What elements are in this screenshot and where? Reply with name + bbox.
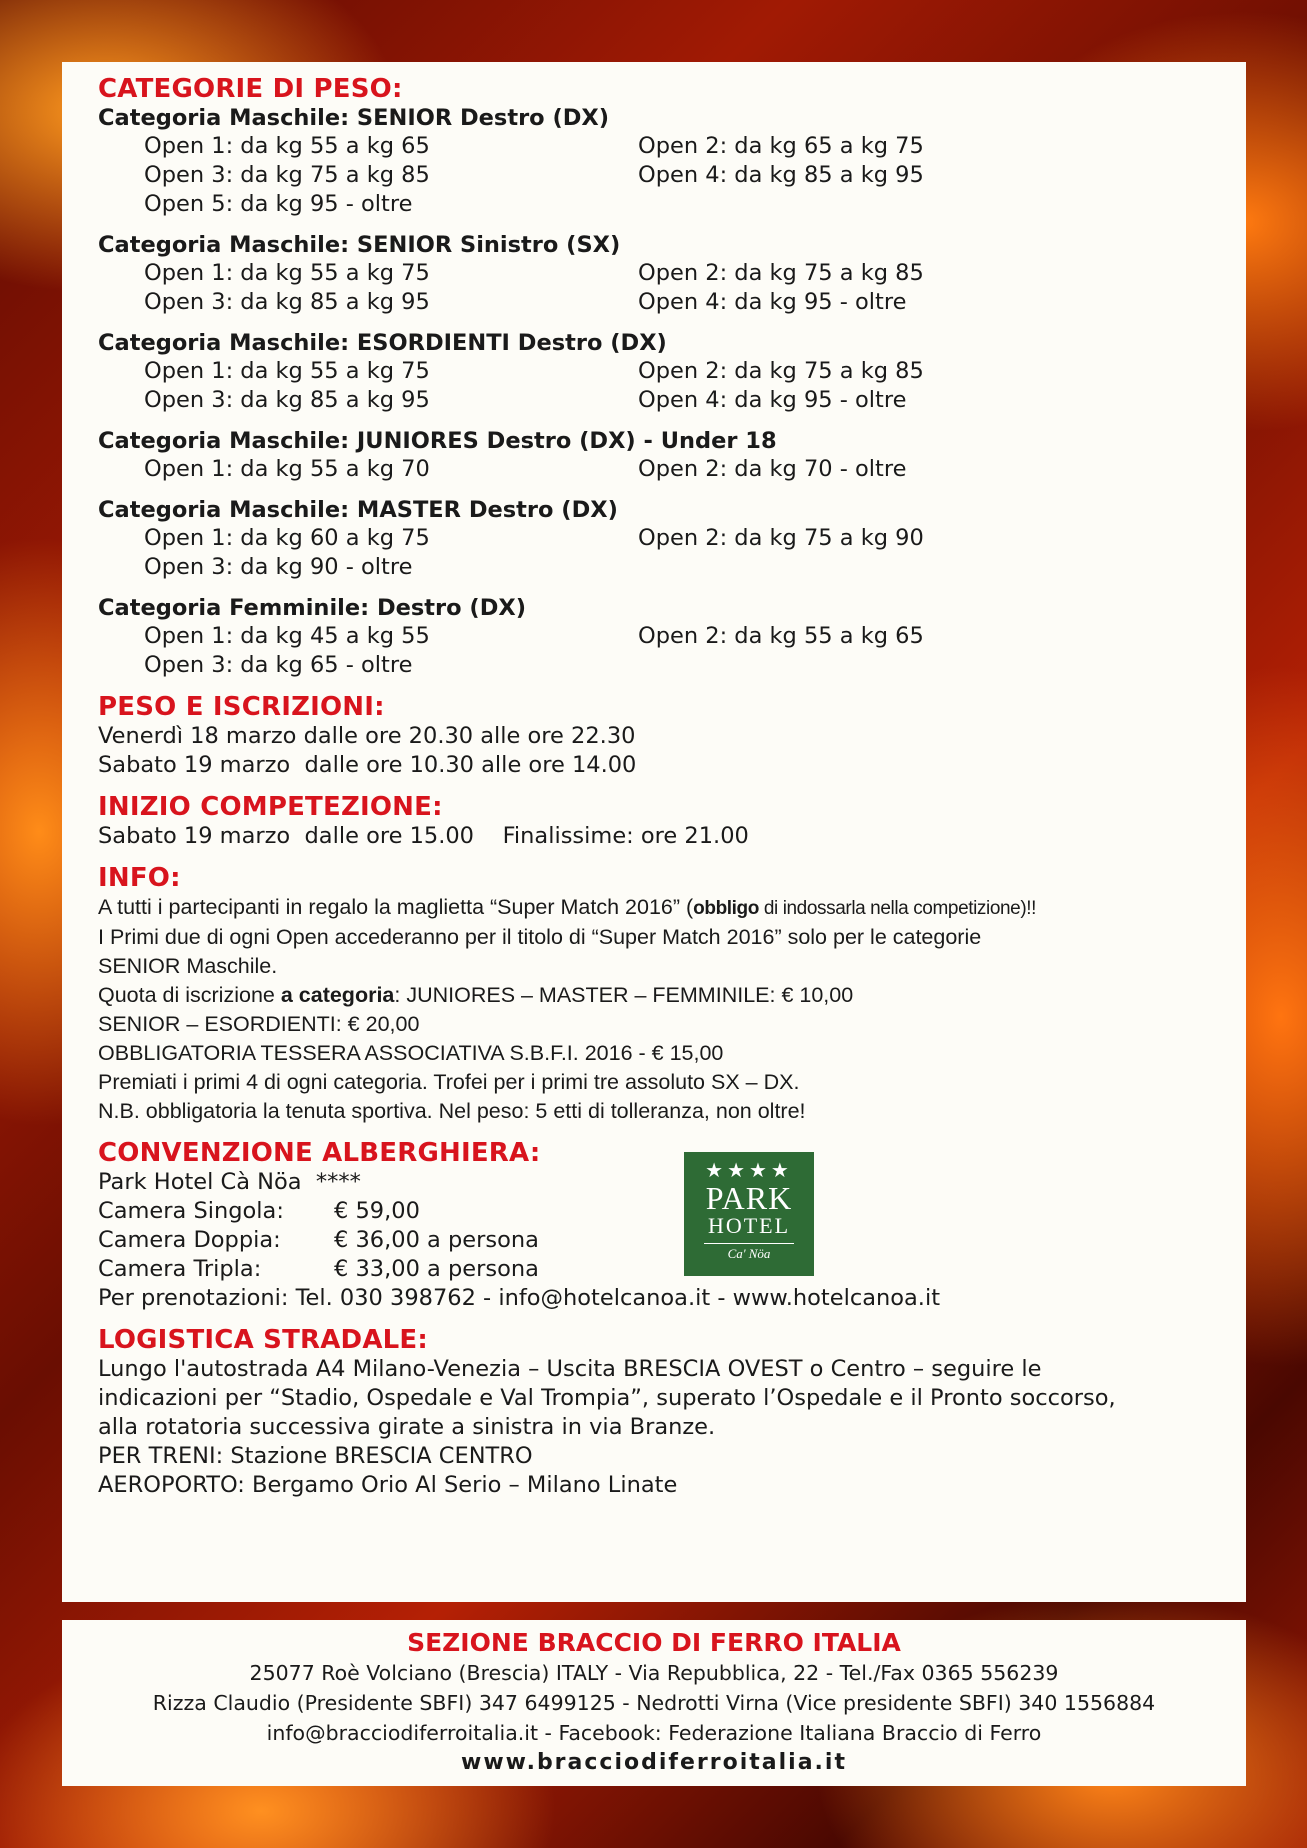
open-class: Open 2: da kg 55 a kg 65 — [638, 623, 924, 649]
open-class: Open 2: da kg 75 a kg 85 — [638, 358, 924, 384]
logo-hotel: HOTEL — [707, 1213, 791, 1238]
competition-start-line: Sabato 19 marzo dalle ore 15.00 Finalissime: ore 21.00 — [98, 823, 749, 849]
competition-start-section — [98, 792, 1246, 851]
open-class: Open 2: da kg 75 a kg 85 — [638, 260, 924, 286]
weight-categories-list — [98, 104, 1246, 680]
info-line — [98, 981, 1246, 1010]
open-class: Open 4: da kg 85 a kg 95 — [638, 162, 924, 188]
category-row — [98, 524, 1246, 553]
info-text: A tutti i partecipanti in regalo la maglietta “Super Match 2016” ( — [98, 895, 694, 919]
competition-start-heading: INIZIO COMPETEZIONE: — [98, 792, 443, 822]
category-row — [98, 190, 1246, 219]
category-title: Categoria Maschile: SENIOR Sinistro (SX) — [98, 232, 621, 258]
weigh-in-section — [98, 692, 1246, 780]
hotel-price-list — [98, 1197, 1246, 1284]
weigh-in-heading: PESO E ISCRIZIONI: — [98, 692, 385, 722]
logistics-line: Lungo l'autostrada A4 Milano-Venezia – Uscita BRESCIA OVEST o Centro – seguire le — [98, 1356, 1042, 1382]
weigh-in-line: Venerdì 18 marzo dalle ore 20.30 alle ore 22.30 — [98, 723, 636, 749]
open-class: Open 3: da kg 85 a kg 95 — [144, 387, 430, 413]
room-type: Camera Tripla: — [98, 1256, 262, 1282]
open-class: Open 4: da kg 95 - oltre — [638, 387, 907, 413]
park-hotel-logo — [684, 1152, 814, 1276]
logistics-line: indicazioni per “Stadio, Ospedale e Val Trompia”, superato l’Ospedale e il Pronto soccorso, — [98, 1385, 1116, 1411]
open-class: Open 2: da kg 65 a kg 75 — [638, 133, 924, 159]
open-class: Open 2: da kg 75 a kg 90 — [638, 525, 924, 551]
room-price: € 59,00 — [334, 1198, 420, 1224]
price-row — [98, 1197, 1246, 1226]
info-line: SENIOR – ESORDIENTI: € 20,00 — [98, 1012, 420, 1036]
info-line: N.B. obbligatoria la tenuta sportiva. Nel peso: 5 etti di tolleranza, non oltre! — [98, 1099, 806, 1123]
logo-stars: ★★★★ — [705, 1160, 793, 1182]
footer-website: www.bracciodiferroitalia.it — [461, 1750, 847, 1775]
category-title: Categoria Maschile: ESORDIENTI Destro (DX) — [98, 330, 667, 356]
open-class: Open 3: da kg 75 a kg 85 — [144, 162, 430, 188]
open-class: Open 1: da kg 45 a kg 55 — [144, 623, 430, 649]
room-type: Camera Doppia: — [98, 1227, 281, 1253]
hotel-name: Park Hotel Cà Nöa **** — [98, 1169, 361, 1195]
price-row — [98, 1226, 1246, 1255]
info-section — [98, 863, 1246, 1126]
info-line — [98, 893, 1246, 923]
info-emphasis: a categoria — [280, 983, 395, 1007]
info-text: di indossarla nella competizione)!! — [758, 898, 1037, 919]
footer-panel — [62, 1620, 1246, 1786]
open-class: Open 2: da kg 70 - oltre — [638, 456, 907, 482]
category-title: Categoria Maschile: MASTER Destro (DX) — [98, 497, 618, 523]
footer-org-name: SEZIONE BRACCIO DI FERRO ITALIA — [407, 1628, 901, 1657]
room-price: € 36,00 a persona — [334, 1227, 539, 1253]
weight-category — [98, 104, 1246, 219]
info-line: I Primi due di ogni Open accederanno per il titolo di “Super Match 2016” solo per le categorie — [98, 925, 982, 949]
category-row — [98, 288, 1246, 317]
category-row — [98, 357, 1246, 386]
hotel-heading: CONVENZIONE ALBERGHIERA: — [98, 1138, 541, 1168]
logistics-heading: LOGISTICA STRADALE: — [98, 1325, 428, 1355]
info-line: SENIOR Maschile. — [98, 954, 278, 978]
weight-category — [98, 594, 1246, 680]
category-row — [98, 386, 1246, 415]
logo-park: PARK — [705, 1180, 793, 1216]
open-class: Open 5: da kg 95 - oltre — [144, 191, 413, 217]
logistics-section — [98, 1325, 1246, 1500]
category-row — [98, 455, 1246, 484]
hotel-booking: Per prenotazioni: Tel. 030 398762 - info@hotelcanoa.it - www.hotelcanoa.it — [98, 1285, 941, 1311]
price-row — [98, 1255, 1246, 1284]
weight-category — [98, 496, 1246, 582]
weight-categories-heading: CATEGORIE DI PESO: — [98, 74, 403, 104]
logistics-line: AEROPORTO: Bergamo Orio Al Serio – Milano Linate — [98, 1472, 678, 1498]
info-heading: INFO: — [98, 863, 181, 893]
weight-category — [98, 231, 1246, 317]
room-price: € 33,00 a persona — [334, 1256, 539, 1282]
open-class: Open 1: da kg 55 a kg 75 — [144, 358, 430, 384]
footer-contacts: info@bracciodiferroitalia.it - Facebook: Federazione Italiana Braccio di Ferro — [266, 1721, 1042, 1745]
category-row — [98, 622, 1246, 651]
footer-people: Rizza Claudio (Presidente SBFI) 347 6499125 - Nedrotti Virna (Vice presidente SBFI) 340 1556884 — [152, 1691, 1156, 1715]
weigh-in-line: Sabato 19 marzo dalle ore 10.30 alle ore 14.00 — [98, 752, 637, 778]
weight-category — [98, 329, 1246, 415]
category-title: Categoria Maschile: JUNIORES Destro (DX) - Under 18 — [98, 428, 777, 454]
category-row — [98, 161, 1246, 190]
weight-category — [98, 427, 1246, 484]
info-emphasis: obbligo — [693, 898, 759, 919]
category-row — [98, 651, 1246, 680]
info-text: : JUNIORES – MASTER – FEMMINILE: € 10,00 — [394, 983, 854, 1007]
category-row — [98, 132, 1246, 161]
info-text: Quota di iscrizione — [98, 983, 281, 1007]
category-title: Categoria Femminile: Destro (DX) — [98, 595, 527, 621]
open-class: Open 3: da kg 90 - oltre — [144, 554, 413, 580]
open-class: Open 1: da kg 55 a kg 70 — [144, 456, 430, 482]
open-class: Open 3: da kg 65 - oltre — [144, 652, 413, 678]
info-line: OBBLIGATORIA TESSERA ASSOCIATIVA S.B.F.I. 2016 - € 15,00 — [98, 1041, 724, 1065]
open-class: Open 1: da kg 60 a kg 75 — [144, 525, 430, 551]
hotel-section — [98, 1138, 1246, 1313]
info-line: Premiati i primi 4 di ogni categoria. Trofei per i primi tre assoluto SX – DX. — [98, 1070, 800, 1094]
open-class: Open 4: da kg 95 - oltre — [638, 289, 907, 315]
content-panel — [62, 62, 1246, 1602]
logo-subtitle: Ca' Nöa — [704, 1243, 794, 1262]
category-row — [98, 259, 1246, 288]
open-class: Open 1: da kg 55 a kg 75 — [144, 260, 430, 286]
category-row — [98, 553, 1246, 582]
room-type: Camera Singola: — [98, 1198, 284, 1224]
logistics-line: PER TRENI: Stazione BRESCIA CENTRO — [98, 1443, 533, 1469]
logistics-line: alla rotatoria successiva girate a sinistra in via Branze. — [98, 1414, 716, 1440]
open-class: Open 1: da kg 55 a kg 65 — [144, 133, 430, 159]
category-title: Categoria Maschile: SENIOR Destro (DX) — [98, 105, 610, 131]
open-class: Open 3: da kg 85 a kg 95 — [144, 289, 430, 315]
footer-address: 25077 Roè Volciano (Brescia) ITALY - Via Repubblica, 22 - Tel./Fax 0365 556239 — [249, 1661, 1059, 1685]
